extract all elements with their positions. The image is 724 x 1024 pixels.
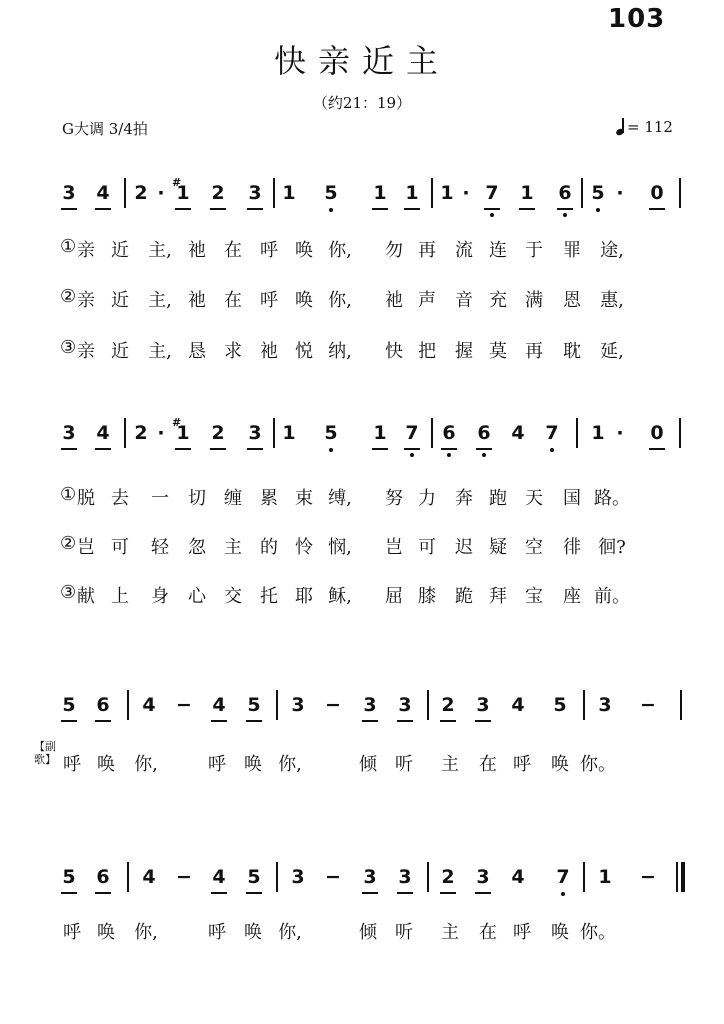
lyric-syllable: 倾	[359, 754, 377, 775]
lower-octave-dot	[482, 453, 486, 457]
bar-line	[124, 418, 126, 448]
lyric-syllable: 脱	[77, 488, 95, 509]
note: ·	[462, 182, 470, 204]
note: 6	[477, 422, 491, 444]
lyric-syllable: 你,	[328, 240, 352, 261]
lyric-syllable: 你,	[328, 290, 352, 311]
underline-beam	[475, 892, 491, 894]
lyric-syllable: 你,	[278, 922, 302, 943]
note: 4	[212, 866, 226, 888]
lyric-syllable: 耶	[295, 586, 313, 607]
note: 7	[545, 422, 559, 444]
lyric-syllable: 累	[260, 488, 278, 509]
note: −	[640, 866, 656, 888]
lyric-syllable: 路。	[594, 488, 630, 509]
lyric-syllable: 主	[441, 754, 459, 775]
lyric-syllable: 勿	[385, 240, 403, 261]
lower-octave-dot	[561, 892, 565, 896]
lyric-syllable: 你,	[134, 922, 158, 943]
lyric-syllable: 呼	[63, 754, 81, 775]
lower-octave-dot	[490, 213, 494, 217]
note: 3	[248, 182, 262, 204]
note: 3	[62, 182, 76, 204]
note: 2	[441, 866, 455, 888]
note: ·	[157, 422, 165, 444]
note: 1	[176, 182, 190, 204]
verse-number: ①	[60, 236, 77, 257]
note: 3	[62, 422, 76, 444]
sharp-sign: #	[172, 416, 182, 429]
note: 7	[405, 422, 419, 444]
lyric-syllable: 跪	[455, 586, 473, 607]
note: 4	[511, 694, 525, 716]
underline-beam	[649, 208, 665, 210]
underline-beam	[440, 892, 456, 894]
lyric-syllable: 托	[260, 586, 278, 607]
lyric-syllable: 亲	[77, 341, 95, 362]
underline-beam	[95, 208, 111, 210]
lyric-syllable: 求	[224, 341, 242, 362]
lyric-syllable: 恳	[188, 341, 206, 362]
quarter-note-icon	[616, 118, 626, 136]
note: 5	[324, 182, 338, 204]
note: 1	[598, 866, 612, 888]
lyric-syllable: 缚,	[328, 488, 352, 509]
underline-beam	[246, 892, 262, 894]
lyric-line	[0, 484, 724, 512]
lyric-syllable: 在	[224, 290, 242, 311]
note: 2	[134, 182, 148, 204]
lyric-syllable: 呼	[208, 922, 226, 943]
lyric-syllable: 可	[418, 537, 436, 558]
note: 4	[212, 694, 226, 716]
bar-line	[679, 418, 681, 448]
lyric-line	[0, 918, 724, 946]
lyric-syllable: 耽	[563, 341, 581, 362]
underline-beam	[397, 720, 413, 722]
lyric-syllable: 延,	[600, 341, 624, 362]
lyric-syllable: 呼	[513, 922, 531, 943]
lyric-syllable: 束	[295, 488, 313, 509]
note: 2	[211, 422, 225, 444]
lyric-syllable: 主,	[148, 240, 172, 261]
note: 5	[591, 182, 605, 204]
final-bar-line	[681, 862, 685, 892]
lyric-syllable: 悦	[295, 341, 313, 362]
lyric-syllable: 疑	[489, 537, 507, 558]
underline-beam	[210, 208, 226, 210]
bar-line	[680, 690, 682, 720]
note: ·	[157, 182, 165, 204]
lyric-syllable: 心	[188, 586, 206, 607]
note: −	[640, 694, 656, 716]
lyric-syllable: 主,	[148, 341, 172, 362]
lyric-syllable: 听	[395, 754, 413, 775]
lyric-syllable: 主	[224, 537, 242, 558]
bar-line	[276, 690, 278, 720]
underline-beam	[372, 208, 388, 210]
note: 6	[96, 866, 110, 888]
lyric-syllable: 空	[525, 537, 543, 558]
lower-octave-dot	[563, 213, 567, 217]
lyric-syllable: 近	[111, 341, 129, 362]
note: 4	[142, 694, 156, 716]
underline-beam	[95, 448, 111, 450]
note: ·	[616, 182, 624, 204]
note: 3	[248, 422, 262, 444]
lyric-syllable: 再	[525, 341, 543, 362]
sharp-sign: #	[172, 176, 182, 189]
notation-line	[0, 178, 724, 218]
lyric-syllable: 倾	[359, 922, 377, 943]
note: 6	[558, 182, 572, 204]
tempo-marking	[616, 118, 673, 136]
lyric-syllable: 呼	[260, 240, 278, 261]
underline-beam	[95, 720, 111, 722]
lyric-syllable: 握	[455, 341, 473, 362]
lyric-line	[0, 236, 724, 264]
underline-beam	[246, 720, 262, 722]
lyric-syllable: 恩	[563, 290, 581, 311]
lyric-syllable: 快	[385, 341, 403, 362]
note: 7	[485, 182, 499, 204]
bar-line	[124, 178, 126, 208]
lyric-syllable: 呼	[208, 754, 226, 775]
lyric-syllable: 唤	[551, 754, 569, 775]
note: −	[176, 694, 192, 716]
lyric-syllable: 在	[479, 922, 497, 943]
note: 3	[363, 694, 377, 716]
bar-line	[127, 690, 129, 720]
lyric-syllable: 岂	[385, 537, 403, 558]
note: 2	[134, 422, 148, 444]
lyric-syllable: 连	[489, 240, 507, 261]
underline-beam	[61, 448, 77, 450]
lyric-syllable: 唤	[244, 922, 262, 943]
note: 3	[291, 866, 305, 888]
lyric-line	[0, 533, 724, 561]
underline-beam	[475, 720, 491, 722]
lyric-syllable: 呼	[260, 290, 278, 311]
note: 0	[650, 182, 664, 204]
note: 5	[247, 866, 261, 888]
underline-beam	[95, 892, 111, 894]
lyric-syllable: 唤	[295, 240, 313, 261]
bar-line	[679, 178, 681, 208]
lyric-syllable: 岂	[77, 537, 95, 558]
lyric-syllable: 音	[455, 290, 473, 311]
lyric-syllable: 忽	[188, 537, 206, 558]
note: 1	[176, 422, 190, 444]
lyric-syllable: 满	[525, 290, 543, 311]
lyric-syllable: 唤	[551, 922, 569, 943]
bar-line	[273, 178, 275, 208]
bar-line	[427, 690, 429, 720]
underline-beam	[557, 208, 573, 210]
lyric-syllable: 呼	[513, 754, 531, 775]
lyric-syllable: 轻	[151, 537, 169, 558]
verse-number: ①	[60, 484, 77, 505]
lyric-syllable: 交	[224, 586, 242, 607]
note: 3	[476, 866, 490, 888]
lyric-syllable: 怜	[295, 537, 313, 558]
note: 5	[553, 694, 567, 716]
underline-beam	[397, 892, 413, 894]
notation-line	[0, 690, 724, 730]
note: 4	[142, 866, 156, 888]
lyric-syllable: 在	[224, 240, 242, 261]
note: −	[325, 694, 341, 716]
note: 4	[511, 866, 525, 888]
note: 5	[62, 866, 76, 888]
lyric-syllable: 祂	[385, 290, 403, 311]
notation-line	[0, 418, 724, 458]
lyric-syllable: 唤	[295, 290, 313, 311]
lyric-syllable: 一	[151, 488, 169, 509]
lyric-syllable: 座	[563, 586, 581, 607]
lyric-syllable: 献	[77, 586, 95, 607]
note: −	[325, 866, 341, 888]
lyric-syllable: 祂	[188, 240, 206, 261]
underline-beam	[211, 892, 227, 894]
page-number: 103	[608, 4, 666, 34]
lyric-syllable: 惠,	[600, 290, 624, 311]
lyric-syllable: 近	[111, 290, 129, 311]
lyric-syllable: 再	[418, 240, 436, 261]
bar-line	[583, 690, 585, 720]
lyric-syllable: 宝	[525, 586, 543, 607]
underline-beam	[404, 448, 420, 450]
lyric-syllable: 途,	[600, 240, 624, 261]
bar-line	[427, 862, 429, 892]
verse-number: ②	[60, 286, 77, 307]
lyric-syllable: 祂	[260, 341, 278, 362]
note: 1	[520, 182, 534, 204]
lyric-syllable: 把	[418, 341, 436, 362]
lyric-syllable: 莫	[489, 341, 507, 362]
underline-beam	[649, 448, 665, 450]
note: 3	[598, 694, 612, 716]
lyric-syllable: 前。	[594, 586, 630, 607]
lyric-syllable: 唤	[244, 754, 262, 775]
lyric-syllable: 去	[111, 488, 129, 509]
bar-line	[576, 418, 578, 448]
lyric-line	[0, 750, 724, 778]
underline-beam	[372, 448, 388, 450]
lyric-syllable: 努	[385, 488, 403, 509]
underline-beam	[247, 208, 263, 210]
scripture-reference: （约21：19）	[312, 94, 412, 112]
lyric-syllable: 跑	[489, 488, 507, 509]
lyric-syllable: 膝	[418, 586, 436, 607]
refrain-tag: 【副歌】	[34, 740, 56, 766]
lyric-syllable: 充	[489, 290, 507, 311]
underline-beam	[519, 208, 535, 210]
lyric-syllable: 你,	[278, 754, 302, 775]
lyric-syllable: 听	[395, 922, 413, 943]
lyric-syllable: 切	[188, 488, 206, 509]
underline-beam	[210, 448, 226, 450]
verse-number: ③	[60, 582, 77, 603]
lyric-syllable: 可	[111, 537, 129, 558]
lyric-syllable: 唤	[97, 922, 115, 943]
note: 2	[441, 694, 455, 716]
lyric-syllable: 你,	[134, 754, 158, 775]
note: 4	[96, 182, 110, 204]
lyric-syllable: 国	[563, 488, 581, 509]
lyric-syllable: 于	[525, 240, 543, 261]
lower-octave-dot	[329, 448, 333, 452]
lyric-syllable: 唤	[97, 754, 115, 775]
lyric-syllable: 徊?	[598, 537, 626, 558]
lyric-syllable: 纳,	[328, 341, 352, 362]
bar-line	[127, 862, 129, 892]
tempo-value: = 112	[627, 118, 673, 136]
note: 3	[398, 866, 412, 888]
note: ·	[616, 422, 624, 444]
note: 3	[398, 694, 412, 716]
verse-number: ③	[60, 337, 77, 358]
note: 4	[511, 422, 525, 444]
underline-beam	[484, 208, 500, 210]
note: 6	[442, 422, 456, 444]
lyric-syllable: 力	[418, 488, 436, 509]
lyric-syllable: 近	[111, 240, 129, 261]
note: 3	[291, 694, 305, 716]
lyric-line	[0, 286, 724, 314]
lyric-syllable: 天	[525, 488, 543, 509]
lyric-syllable: 屈	[385, 586, 403, 607]
bar-line	[273, 418, 275, 448]
bar-line	[581, 178, 583, 208]
lyric-line	[0, 337, 724, 365]
note: 4	[96, 422, 110, 444]
underline-beam	[61, 720, 77, 722]
underline-beam	[404, 208, 420, 210]
note: 3	[363, 866, 377, 888]
note: 1	[282, 182, 296, 204]
lyric-syllable: 流	[455, 240, 473, 261]
lyric-syllable: 罪	[563, 240, 581, 261]
lyric-syllable: 拜	[489, 586, 507, 607]
bar-line	[431, 418, 433, 448]
note: −	[176, 866, 192, 888]
note: 6	[96, 694, 110, 716]
note: 1	[373, 182, 387, 204]
lyric-syllable: 身	[151, 586, 169, 607]
note: 1	[591, 422, 605, 444]
note: 1	[440, 182, 454, 204]
lower-octave-dot	[550, 448, 554, 452]
note: 1	[405, 182, 419, 204]
lyric-syllable: 主	[441, 922, 459, 943]
key-and-meter: G大调 3/4拍	[62, 120, 148, 138]
note: 5	[62, 694, 76, 716]
lyric-syllable: 上	[111, 586, 129, 607]
underline-beam	[175, 448, 191, 450]
lyric-line	[0, 582, 724, 610]
note: 3	[476, 694, 490, 716]
underline-beam	[441, 448, 457, 450]
lower-octave-dot	[447, 453, 451, 457]
notation-line	[0, 862, 724, 902]
lyric-syllable: 悯,	[328, 537, 352, 558]
verse-number: ②	[60, 533, 77, 554]
lyric-syllable: 呼	[63, 922, 81, 943]
note: 2	[211, 182, 225, 204]
underline-beam	[247, 448, 263, 450]
note: 7	[556, 866, 570, 888]
lyric-syllable: 迟	[455, 537, 473, 558]
lyric-syllable: 你。	[580, 922, 616, 943]
lower-octave-dot	[410, 453, 414, 457]
underline-beam	[61, 208, 77, 210]
hymn-title: 快亲近主	[273, 42, 450, 80]
lyric-syllable: 徘	[563, 537, 581, 558]
underline-beam	[211, 720, 227, 722]
lyric-syllable: 的	[260, 537, 278, 558]
bar-line	[431, 178, 433, 208]
underline-beam	[61, 892, 77, 894]
note: 0	[650, 422, 664, 444]
underline-beam	[362, 720, 378, 722]
note: 5	[247, 694, 261, 716]
underline-beam	[476, 448, 492, 450]
underline-beam	[440, 720, 456, 722]
final-bar-line	[676, 862, 678, 892]
lyric-syllable: 稣,	[328, 586, 352, 607]
note: 1	[282, 422, 296, 444]
lyric-syllable: 亲	[77, 290, 95, 311]
lyric-syllable: 祂	[188, 290, 206, 311]
lyric-syllable: 缠	[224, 488, 242, 509]
lyric-syllable: 奔	[455, 488, 473, 509]
bar-line	[276, 862, 278, 892]
lower-octave-dot	[329, 208, 333, 212]
lyric-syllable: 声	[418, 290, 436, 311]
lyric-syllable: 你。	[580, 754, 616, 775]
note: 1	[373, 422, 387, 444]
note: 5	[324, 422, 338, 444]
bar-line	[583, 862, 585, 892]
lyric-syllable: 亲	[77, 240, 95, 261]
underline-beam	[175, 208, 191, 210]
lyric-syllable: 主,	[148, 290, 172, 311]
lyric-syllable: 在	[479, 754, 497, 775]
lower-octave-dot	[596, 208, 600, 212]
underline-beam	[362, 892, 378, 894]
